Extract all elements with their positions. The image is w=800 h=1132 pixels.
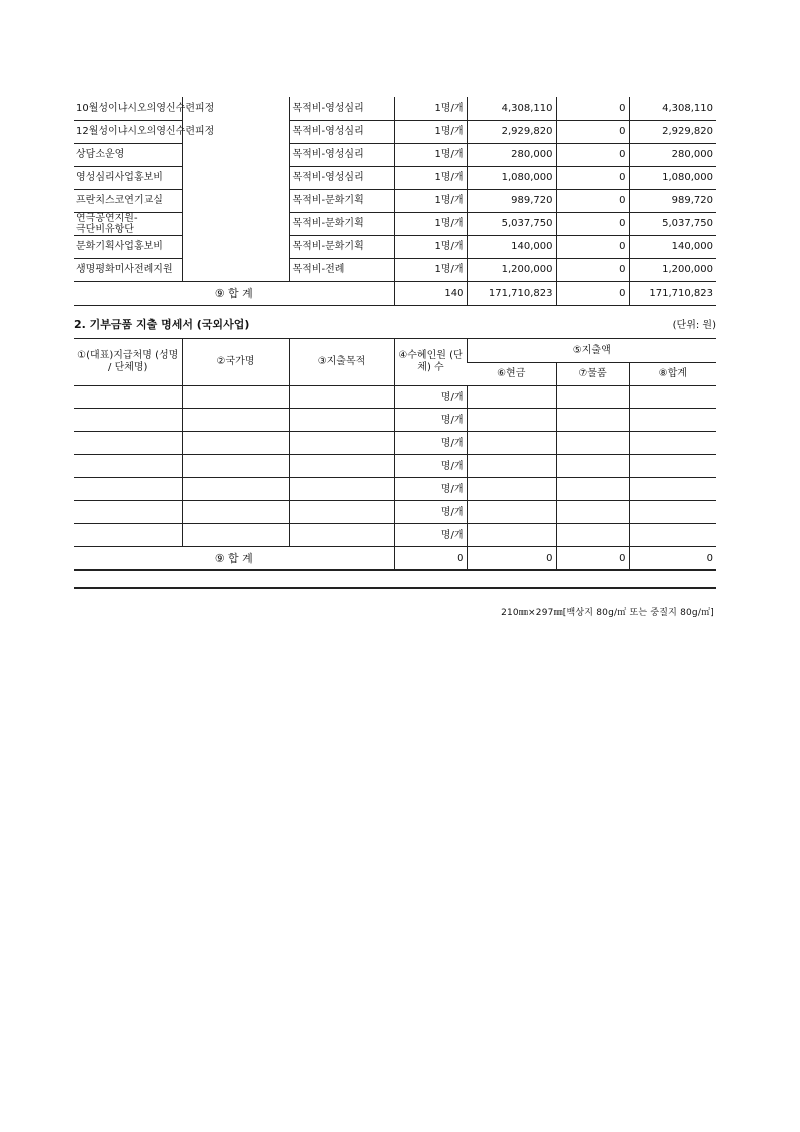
sum-total: 171,710,823	[629, 281, 716, 305]
empty-cell	[74, 409, 182, 432]
expense-category: 목적비-문화기획	[289, 189, 394, 212]
table-row	[74, 97, 716, 120]
table-row	[74, 143, 716, 166]
unit-cell: 명/개	[394, 432, 467, 455]
total-amount: 280,000	[629, 143, 716, 166]
header-total: ⑧합계	[629, 363, 716, 386]
cash-amount: 989,720	[467, 189, 556, 212]
goods-amount: 0	[556, 235, 629, 258]
empty-cell	[629, 524, 716, 547]
empty-cell	[556, 409, 629, 432]
unit-cell: 명/개	[394, 478, 467, 501]
beneficiary-count: 1명/개	[394, 258, 467, 281]
empty-cell	[182, 455, 289, 478]
cash-amount: 4,308,110	[467, 97, 556, 120]
total-amount: 1,080,000	[629, 166, 716, 189]
sum-total: 0	[629, 547, 716, 571]
empty-cell	[74, 386, 182, 409]
empty-cell	[182, 478, 289, 501]
table-row	[74, 455, 716, 478]
cash-amount: 280,000	[467, 143, 556, 166]
empty-cell	[629, 478, 716, 501]
sum-row	[74, 281, 716, 305]
empty-cell	[467, 409, 556, 432]
table-row	[74, 212, 716, 235]
unit-cell: 명/개	[394, 409, 467, 432]
recipient-name: 연극공연지원-극단비유항단	[74, 212, 182, 235]
empty-cell	[467, 501, 556, 524]
empty-cell	[467, 455, 556, 478]
cash-amount: 5,037,750	[467, 212, 556, 235]
beneficiary-count: 1명/개	[394, 235, 467, 258]
table-row	[74, 166, 716, 189]
expense-category: 목적비-영성심리	[289, 97, 394, 120]
table-row	[74, 120, 716, 143]
beneficiary-count: 1명/개	[394, 166, 467, 189]
table-row	[74, 235, 716, 258]
empty-cell	[467, 386, 556, 409]
paper-spec: 210㎜×297㎜[백상지 80g/㎡ 또는 중질지 80g/㎡]	[501, 608, 714, 618]
total-amount: 140,000	[629, 235, 716, 258]
beneficiary-count: 1명/개	[394, 189, 467, 212]
empty-cell	[629, 386, 716, 409]
empty-cell	[182, 258, 289, 281]
recipient-name: 10월성이냐시오의영신수련피정	[74, 97, 182, 120]
empty-cell	[556, 386, 629, 409]
empty-cell	[289, 409, 394, 432]
sum-label: ⑨ 합 계	[74, 281, 394, 305]
empty-cell	[629, 409, 716, 432]
empty-cell	[74, 478, 182, 501]
overseas-expense-table	[74, 338, 716, 571]
unit-cell: 명/개	[394, 501, 467, 524]
empty-cell	[74, 432, 182, 455]
empty-cell	[182, 189, 289, 212]
empty-cell	[182, 235, 289, 258]
cash-amount: 140,000	[467, 235, 556, 258]
empty-cell	[467, 432, 556, 455]
section-title: 2. 기부금품 지출 명세서 (국외사업)	[74, 318, 250, 331]
header-beneficiaries: ④수혜인원 (단체) 수	[394, 339, 467, 386]
empty-cell	[556, 455, 629, 478]
table-row	[74, 501, 716, 524]
expense-category: 목적비-영성심리	[289, 120, 394, 143]
domestic-expense-table	[74, 97, 716, 306]
total-amount: 4,308,110	[629, 97, 716, 120]
beneficiary-count: 1명/개	[394, 212, 467, 235]
unit-label: (단위: 원)	[672, 320, 716, 331]
total-amount: 2,929,820	[629, 120, 716, 143]
sum-count: 140	[394, 281, 467, 305]
beneficiary-count: 1명/개	[394, 120, 467, 143]
recipient-name: 프란치스코연기교실	[74, 189, 182, 212]
empty-cell	[182, 409, 289, 432]
header-expense: ⑤지출액	[467, 339, 716, 363]
total-amount: 5,037,750	[629, 212, 716, 235]
expense-category: 목적비-문화기획	[289, 235, 394, 258]
unit-cell: 명/개	[394, 524, 467, 547]
header-purpose: ③지출목적	[289, 339, 394, 386]
goods-amount: 0	[556, 143, 629, 166]
sum-count: 0	[394, 547, 467, 571]
expense-category: 목적비-전례	[289, 258, 394, 281]
empty-cell	[556, 478, 629, 501]
empty-cell	[74, 524, 182, 547]
empty-cell	[289, 478, 394, 501]
empty-cell	[556, 501, 629, 524]
sum-goods: 0	[556, 547, 629, 571]
header-cash: ⑥현금	[467, 363, 556, 386]
goods-amount: 0	[556, 166, 629, 189]
header-row	[74, 339, 716, 363]
sum-label: ⑨ 합 계	[74, 547, 394, 571]
goods-amount: 0	[556, 189, 629, 212]
table-row	[74, 524, 716, 547]
empty-cell	[182, 166, 289, 189]
header-goods: ⑦물품	[556, 363, 629, 386]
table-row	[74, 386, 716, 409]
empty-cell	[182, 432, 289, 455]
empty-cell	[289, 501, 394, 524]
empty-cell	[182, 524, 289, 547]
empty-cell	[289, 386, 394, 409]
recipient-name: 생명평화미사전례지원	[74, 258, 182, 281]
total-amount: 1,200,000	[629, 258, 716, 281]
recipient-name: 12월성이냐시오의영신수련피정	[74, 120, 182, 143]
empty-cell	[556, 432, 629, 455]
goods-amount: 0	[556, 258, 629, 281]
sum-row	[74, 547, 716, 571]
empty-cell	[74, 501, 182, 524]
cash-amount: 1,080,000	[467, 166, 556, 189]
empty-cell	[556, 524, 629, 547]
goods-amount: 0	[556, 212, 629, 235]
beneficiary-count: 1명/개	[394, 97, 467, 120]
table-row	[74, 432, 716, 455]
header-recipient: ①(대표)지급처명 (성명 / 단체명)	[74, 339, 182, 386]
recipient-name: 문화기획사업홍보비	[74, 235, 182, 258]
empty-cell	[182, 143, 289, 166]
expense-category: 목적비-영성심리	[289, 166, 394, 189]
empty-cell	[629, 432, 716, 455]
empty-cell	[289, 524, 394, 547]
table-row	[74, 478, 716, 501]
empty-cell	[182, 212, 289, 235]
goods-amount: 0	[556, 97, 629, 120]
cash-amount: 1,200,000	[467, 258, 556, 281]
total-amount: 989,720	[629, 189, 716, 212]
unit-cell: 명/개	[394, 386, 467, 409]
beneficiary-count: 1명/개	[394, 143, 467, 166]
unit-cell: 명/개	[394, 455, 467, 478]
table-row	[74, 189, 716, 212]
empty-cell	[74, 455, 182, 478]
empty-cell	[182, 386, 289, 409]
cash-amount: 2,929,820	[467, 120, 556, 143]
sum-cash: 171,710,823	[467, 281, 556, 305]
header-country: ②국가명	[182, 339, 289, 386]
expense-category: 목적비-문화기획	[289, 212, 394, 235]
empty-cell	[289, 455, 394, 478]
sum-goods: 0	[556, 281, 629, 305]
sum-cash: 0	[467, 547, 556, 571]
recipient-name: 상담소운영	[74, 143, 182, 166]
goods-amount: 0	[556, 120, 629, 143]
empty-cell	[467, 478, 556, 501]
recipient-name: 영성심리사업홍보비	[74, 166, 182, 189]
expense-category: 목적비-영성심리	[289, 143, 394, 166]
empty-cell	[629, 455, 716, 478]
empty-cell	[629, 501, 716, 524]
empty-cell	[289, 432, 394, 455]
empty-cell	[467, 524, 556, 547]
divider	[74, 587, 716, 589]
table-row	[74, 409, 716, 432]
empty-cell	[182, 501, 289, 524]
table-row	[74, 258, 716, 281]
